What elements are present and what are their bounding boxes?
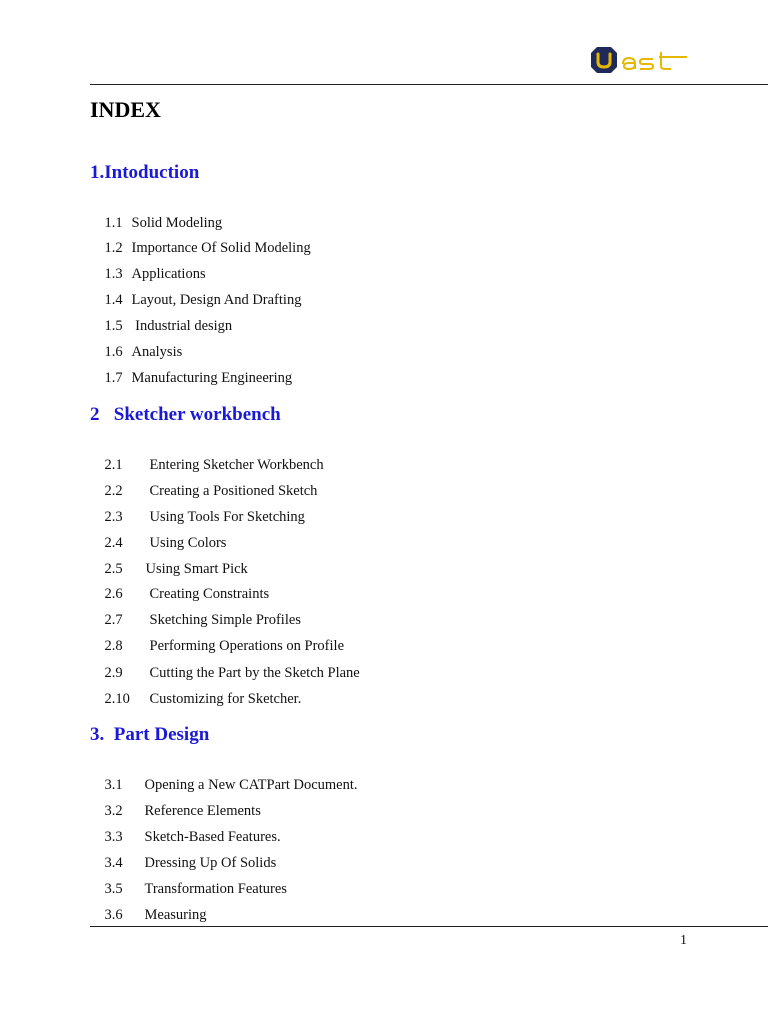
toc-item [90, 351, 292, 405]
toc-item-number: 3.2 [104, 803, 123, 819]
page-number: 1 [680, 933, 687, 948]
toc-item-text: Creating a Positioned Sketch [149, 483, 318, 499]
toc-item-number: 1.5 [104, 318, 123, 334]
toc-item-text: Measuring [144, 907, 207, 923]
toc-item-number: 2.4 [104, 535, 123, 551]
toc-item-text: Cutting the Part by the Sketch Plane [149, 665, 360, 681]
toc-item-text: Using Tools For Sketching [149, 509, 305, 525]
toc-item-number: 3.5 [104, 881, 123, 897]
toc-item-number: 2.1 [104, 457, 123, 473]
toc-item-number: 2.5 [104, 561, 123, 577]
toc-item-text: Creating Constraints [149, 586, 270, 602]
toc-item-number: 2.2 [104, 483, 123, 499]
toc-item-text: Dressing Up Of Solids [144, 855, 277, 871]
toc-item-text: Using Colors [149, 535, 227, 551]
toc-item-number: 2.6 [104, 586, 123, 602]
toc-item-text: Industrial design [131, 318, 233, 334]
toc-item-text: Opening a New CATPart Document. [144, 777, 358, 793]
toc-item-text: Entering Sketcher Workbench [149, 457, 324, 473]
toc-item-number: 1.1 [104, 215, 123, 231]
toc-item-number: 1.7 [104, 370, 123, 386]
header-rule [90, 84, 768, 85]
section-heading-part-design: 3. Part Design [90, 724, 210, 745]
toc-item-number: 1.3 [104, 266, 123, 282]
toc-item-number: 2.8 [104, 638, 123, 654]
toc-item [90, 888, 207, 942]
toc-item-number: 1.6 [104, 344, 123, 360]
toc-item-number: 2.7 [104, 612, 123, 628]
toc-item [90, 672, 301, 726]
toc-item-number: 3.4 [104, 855, 123, 871]
toc-item-number: 1.2 [104, 240, 123, 256]
toc-item-text: Manufacturing Engineering [131, 370, 293, 386]
toc-item-number: 2.3 [104, 509, 123, 525]
toc-item-text: Customizing for Sketcher. [149, 691, 302, 707]
section-heading-introduction: 1.Intoduction [90, 162, 200, 183]
toc-item-number: 1.4 [104, 292, 123, 308]
toc-item-text: Analysis [131, 344, 183, 360]
toc-item-text: Solid Modeling [131, 215, 223, 231]
toc-item-text: Sketch-Based Features. [144, 829, 281, 845]
toc-item-number: 3.1 [104, 777, 123, 793]
toc-item-number: 2.10 [104, 691, 130, 707]
toc-item-text: Reference Elements [144, 803, 261, 819]
vast-logo [589, 44, 693, 80]
toc-item-number: 3.6 [104, 907, 123, 923]
footer-rule [90, 926, 768, 927]
toc-item-number: 2.9 [104, 665, 123, 681]
page-title: INDEX [90, 97, 161, 122]
toc-item-text: Performing Operations on Profile [149, 638, 345, 654]
toc-item-text: Layout, Design And Drafting [131, 292, 302, 308]
toc-item-text: Using Smart Pick [145, 561, 248, 577]
toc-item-text: Applications [131, 266, 206, 282]
toc-item-text: Sketching Simple Profiles [149, 612, 301, 628]
toc-item-text: Importance Of Solid Modeling [131, 240, 311, 256]
toc-item-number: 3.3 [104, 829, 123, 845]
section-heading-sketcher-workbench: 2 Sketcher workbench [90, 404, 281, 425]
toc-item-text: Transformation Features [144, 881, 287, 897]
